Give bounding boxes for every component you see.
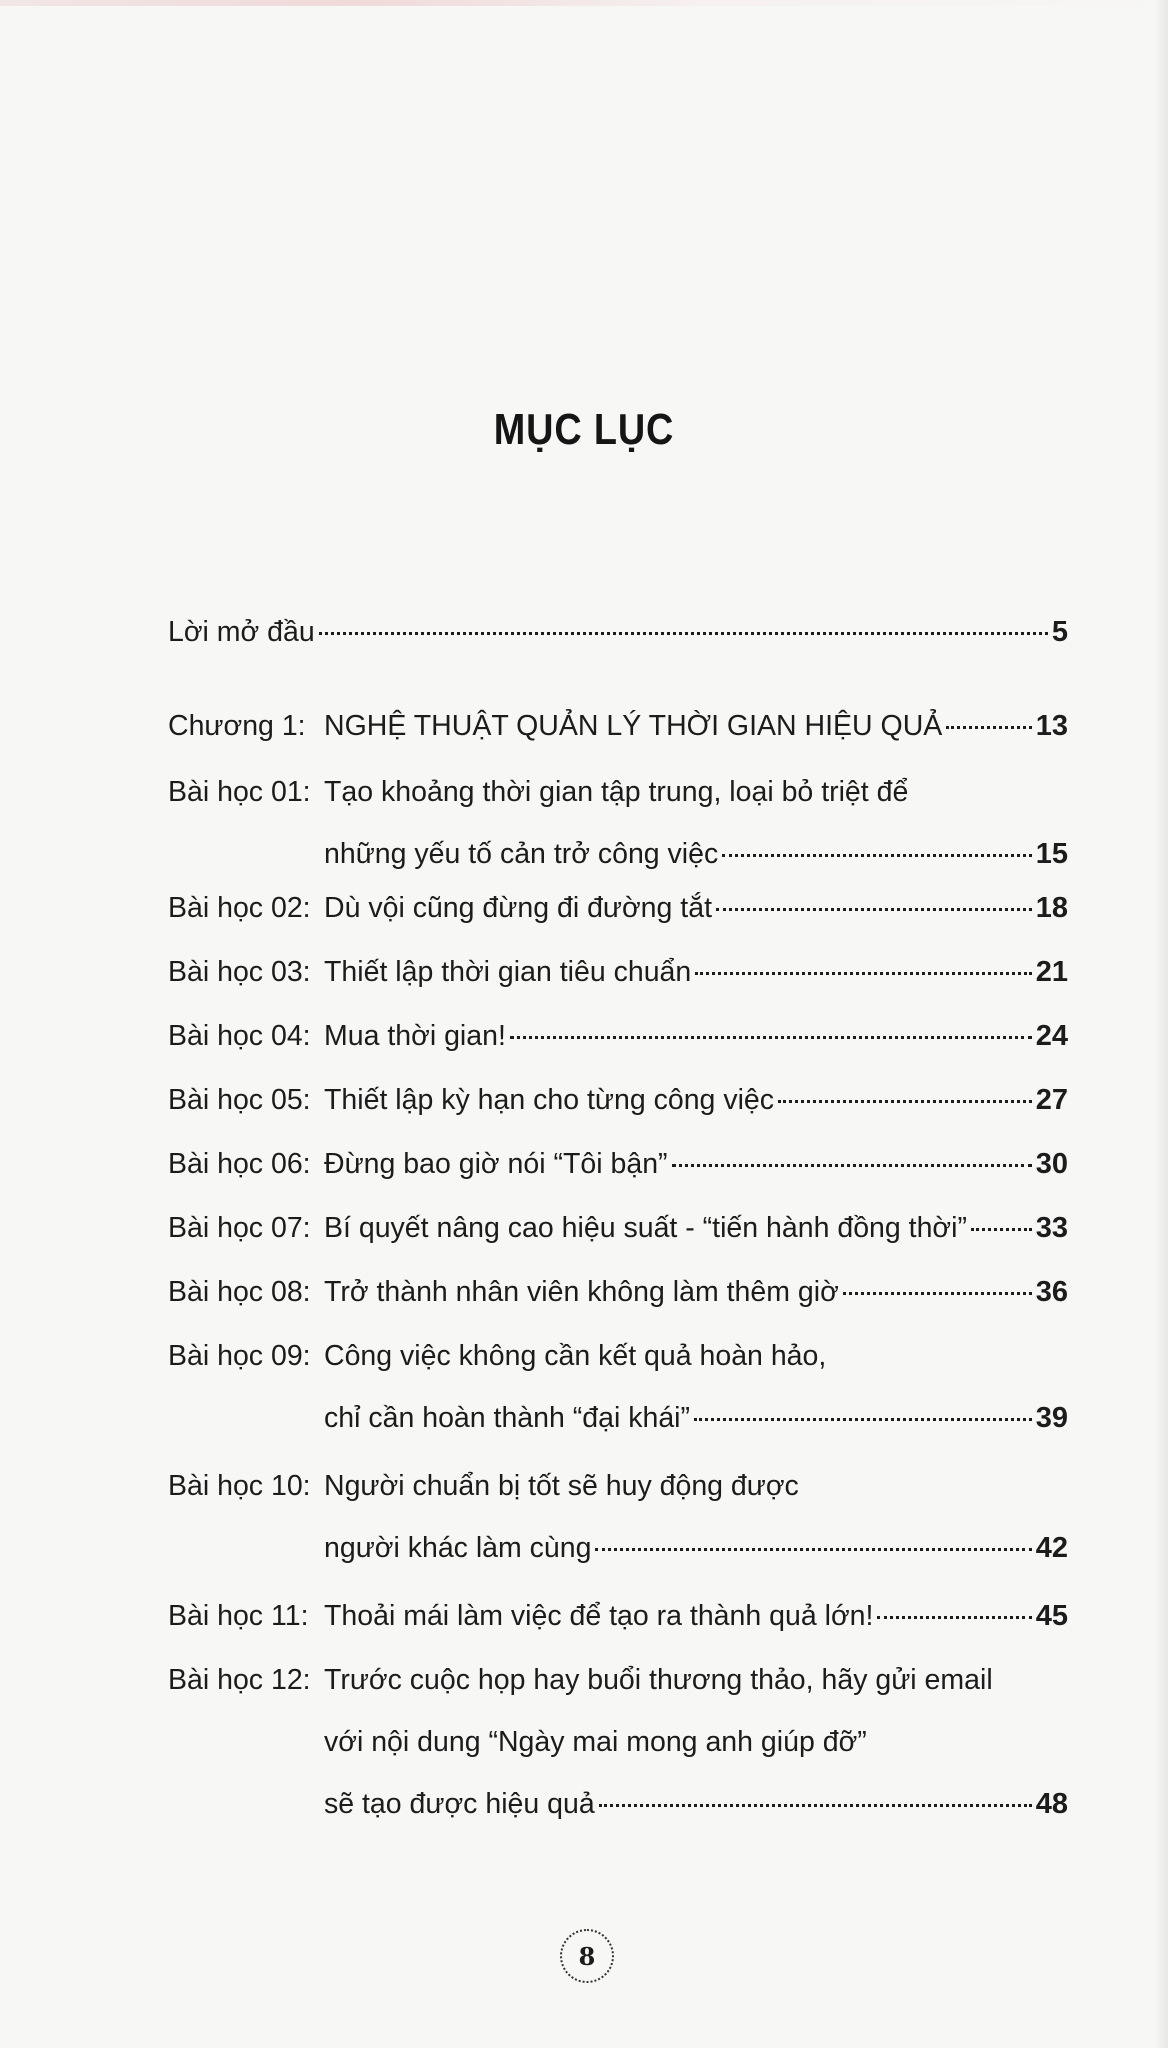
toc-entry-line [0,1660,1168,1700]
toc-entry-text: Thiết lập kỳ hạn cho từng công việc [324,1084,775,1116]
toc-entry-text: người khác làm cùng [324,1532,592,1564]
toc-entry[interactable] [0,1784,1168,1824]
toc-entry[interactable] [0,834,1168,874]
toc-entry-text: Thoải mái làm việc để tạo ra thành quả lớn! [324,1600,874,1632]
dot-leader [843,1292,1032,1295]
toc-entry[interactable] [0,612,1168,652]
toc-entry-text: Tạo khoảng thời gian tập trung, loại bỏ triệt để [324,776,909,808]
toc-entry-line [0,1466,1168,1506]
toc-entry-label: Bài học 09: [168,1340,311,1372]
toc-entry-text: Đừng bao giờ nói “Tôi bận” [324,1148,668,1180]
toc-entry[interactable] [0,952,1168,992]
toc-entry-label: Bài học 03: [168,956,311,988]
dot-leader [599,1804,1032,1807]
toc-page-number: 15 [1035,838,1068,870]
toc-page-number: 18 [1035,892,1068,924]
toc-entry[interactable] [0,888,1168,928]
toc-entry[interactable] [0,1016,1168,1056]
toc-entry-text: những yếu tố cản trở công việc [324,838,719,870]
toc-page-number: 42 [1035,1532,1068,1564]
dot-leader [510,1036,1032,1039]
toc-page-number: 24 [1035,1020,1068,1052]
page-title: MỤC LỤC [493,405,675,454]
toc-entry[interactable] [0,1144,1168,1184]
dot-leader [672,1164,1032,1167]
toc-entry-label: Bài học 10: [168,1470,311,1502]
toc-entry[interactable] [0,706,1168,746]
toc-entry-line [0,772,1168,812]
dot-leader [877,1616,1031,1619]
toc-entry[interactable] [0,1208,1168,1248]
toc-entry-line [0,1336,1168,1376]
toc-entry-text: Bí quyết nâng cao hiệu suất - “tiến hành đồng thời” [324,1212,967,1244]
dot-leader [722,854,1031,857]
toc-entry[interactable] [0,1080,1168,1120]
toc-entry-label: Bài học 02: [168,892,311,924]
dot-leader [319,632,1048,635]
dot-leader [716,908,1032,911]
toc-page-number: 27 [1035,1084,1068,1116]
dot-leader [694,1418,1032,1421]
toc-entry[interactable] [0,1272,1168,1312]
toc-page-number: 30 [1035,1148,1068,1180]
toc-entry-label: Bài học 12: [168,1664,311,1696]
toc-entry-label: Bài học 06: [168,1148,311,1180]
toc-entry-line [0,1722,1168,1762]
toc-entry-text: sẽ tạo được hiệu quả [324,1788,595,1820]
toc-entry-label: Bài học 11: [168,1600,309,1632]
page-number [560,1929,614,1983]
toc-entry-label: Bài học 08: [168,1276,311,1308]
toc-entry-text: chỉ cần hoàn thành “đại khái” [324,1402,690,1434]
toc-page-number: 39 [1035,1402,1068,1434]
dot-leader [695,972,1031,975]
toc-entry-label: Bài học 01: [168,776,311,808]
toc-entry-text: NGHỆ THUẬT QUẢN LÝ THỜI GIAN HIỆU QUẢ [324,710,943,742]
toc-entry-text: Công việc không cần kết quả hoàn hảo, [324,1340,827,1372]
toc-page-number: 36 [1035,1276,1068,1308]
toc-entry-text: với nội dung “Ngày mai mong anh giúp đỡ” [324,1726,867,1758]
toc-entry-text: Người chuẩn bị tốt sẽ huy động được [324,1470,799,1502]
dot-leader [946,726,1031,729]
toc-page-number: 5 [1051,616,1068,648]
toc-page-number: 45 [1035,1600,1068,1632]
toc-entry-label: Chương 1: [168,710,306,742]
dot-leader [778,1100,1032,1103]
toc-entry-label: Bài học 05: [168,1084,311,1116]
toc-page-number: 48 [1035,1788,1068,1820]
dot-leader [595,1548,1031,1551]
page-number-text: 8 [578,1941,596,1971]
toc-entry-text: Lời mở đầu [168,616,315,648]
toc-entry-label: Bài học 04: [168,1020,311,1052]
toc-page-number: 33 [1035,1212,1068,1244]
toc-entry-text: Thiết lập thời gian tiêu chuẩn [324,956,692,988]
toc-entry[interactable] [0,1398,1168,1438]
toc-page-number: 21 [1035,956,1068,988]
dot-leader [971,1228,1032,1231]
toc-entry[interactable] [0,1596,1168,1636]
toc-entry[interactable] [0,1528,1168,1568]
toc-entry-text: Trước cuộc họp hay buổi thương thảo, hãy gửi email [324,1664,993,1696]
toc-page-number: 13 [1035,710,1068,742]
toc-entry-text: Dù vội cũng đừng đi đường tắt [324,892,712,924]
toc-entry-text: Mua thời gian! [324,1020,506,1052]
toc-entry-label: Bài học 07: [168,1212,311,1244]
toc-entry-text: Trở thành nhân viên không làm thêm giờ [324,1276,839,1308]
